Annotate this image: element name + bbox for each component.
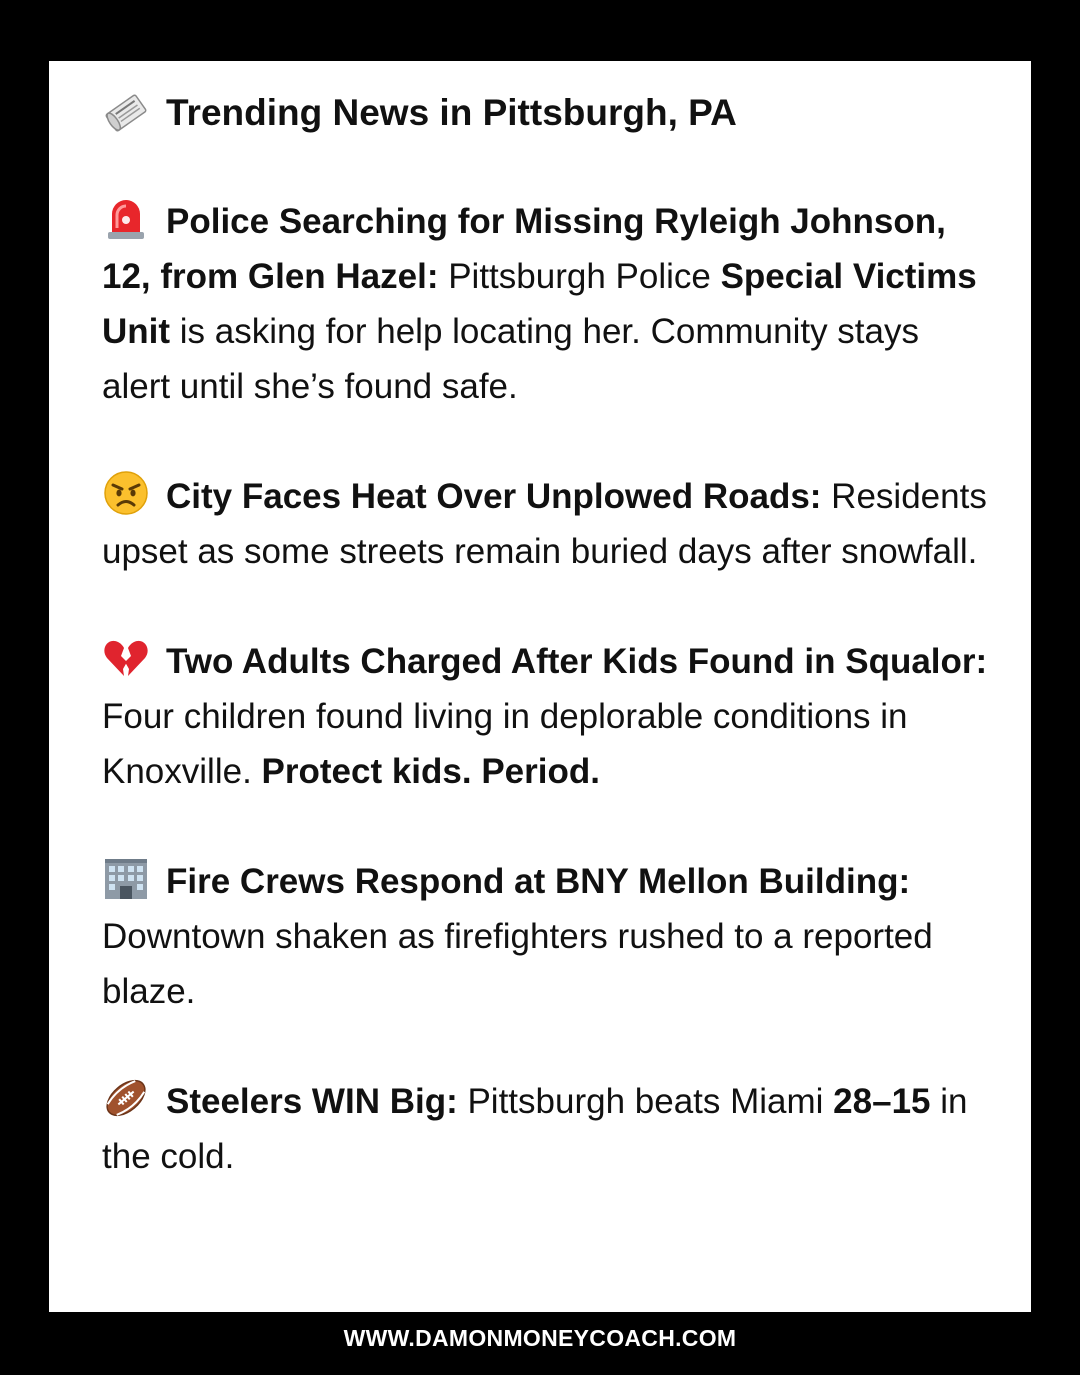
news-card bbox=[49, 61, 1031, 1312]
page-title-text: Trending News in Pittsburgh, PA bbox=[166, 92, 737, 133]
news-item-body: Pittsburgh beats Miami bbox=[457, 1082, 834, 1121]
news-item-body: Four children found living in deplorable conditions in Knoxville. bbox=[102, 697, 908, 791]
news-item-headline: Steelers WIN Big: bbox=[166, 1082, 458, 1121]
news-item-headline: Fire Crews Respond at BNY Mellon Building: bbox=[166, 862, 911, 901]
newspaper-icon bbox=[102, 89, 150, 137]
news-item-body: is asking for help locating her. Community stays alert until she’s found safe. bbox=[102, 312, 919, 406]
police-light-icon bbox=[102, 194, 150, 242]
news-item-body: Residents upset as some streets remain buried days after snowfall. bbox=[102, 477, 987, 571]
news-item-missing-child bbox=[102, 194, 991, 414]
footer-website-url: WWW.DAMONMONEYCOACH.COM bbox=[343, 1325, 737, 1351]
news-item-body: in the cold. bbox=[102, 1082, 968, 1176]
news-item-fire-bny-mellon bbox=[102, 854, 991, 1019]
news-item-unplowed-roads bbox=[102, 469, 991, 579]
broken-heart-icon bbox=[102, 634, 150, 682]
page-title bbox=[102, 89, 991, 137]
angry-face-icon bbox=[102, 469, 150, 517]
office-building-icon bbox=[102, 854, 150, 902]
news-item-steelers-win bbox=[102, 1074, 991, 1184]
news-item-emphasis: Protect kids. Period. bbox=[261, 752, 600, 791]
news-item-headline: Police Searching for Missing Ryleigh Johnson, 12, from Glen Hazel: bbox=[102, 202, 946, 296]
football-icon bbox=[102, 1074, 150, 1122]
news-item-emphasis: 28–15 bbox=[833, 1082, 931, 1121]
news-item-children-squalor bbox=[102, 634, 991, 799]
news-item-body: Pittsburgh Police bbox=[438, 257, 721, 296]
news-item-emphasis: Special Victims Unit bbox=[102, 257, 977, 351]
news-item-body: Downtown shaken as firefighters rushed to a reported blaze. bbox=[102, 917, 933, 1011]
news-item-headline: City Faces Heat Over Unplowed Roads: bbox=[166, 477, 822, 516]
news-item-headline: Two Adults Charged After Kids Found in Squalor: bbox=[166, 642, 988, 681]
